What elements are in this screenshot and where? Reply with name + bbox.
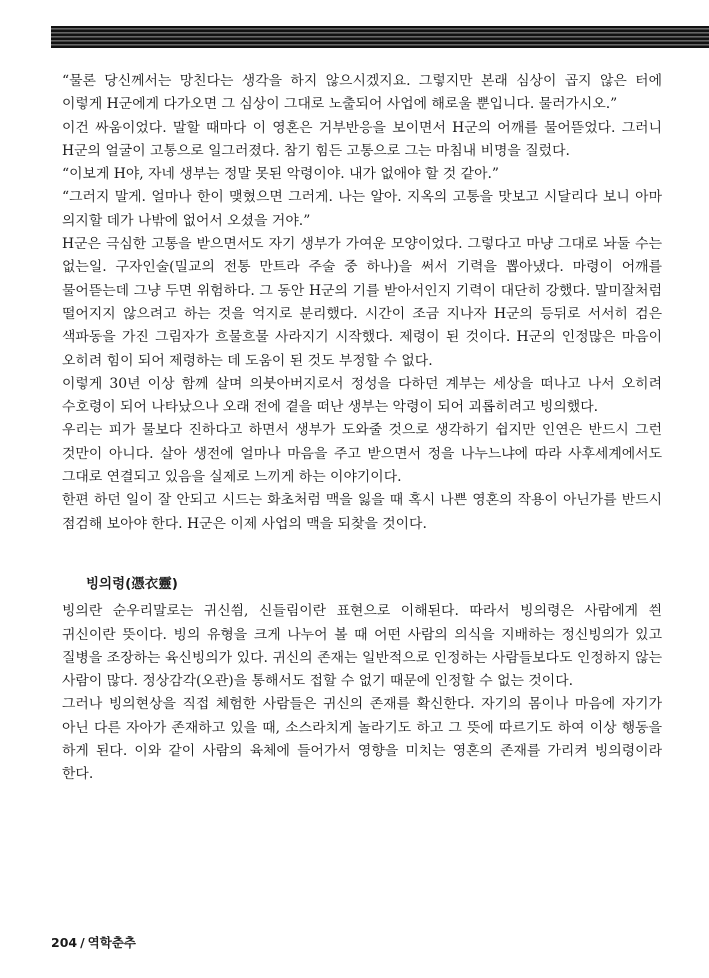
section-spacer	[62, 536, 662, 573]
paragraph: “물론 당신께서는 망친다는 생각을 하지 않으시겠지요. 그렇지만 본래 심상이 곱지 않은 터에 이렇게 H군에게 다가오면 그 심상이 그대로 노출되어 사업에 해로울 뿐입니다. 물러가시오.”	[62, 73, 662, 113]
header-rule	[51, 26, 709, 48]
paragraph: H군은 극심한 고통을 받으면서도 자기 생부가 가여운 모양이었다. 그렇다고 마냥 그대로 놔둘 수는 없는일. 구자인술(밀교의 전통 만트라 주술 중 하나)을 써서 기력을 뽑아냈다. 마령이 어깨를 물어뜯는데 그냥 두면 위험하다. 그 동안 H군의 기를 받아서인지 기력이 대단히 강했다. 말미잘처럼 떨어지지 않으려고 하는 것을 억지로 분리했다. 시간이 조금 지나자 H군의 등뒤로 서서히 검은 색파동을 가진 그림자가 흐물흐물 사라지기 시작했다. 제령이 된 것이다. H군의 인정많은 마음이 오히려 힘이 되어 제령하는 데 도움이 된 것도 부정할 수 없다.	[62, 236, 662, 369]
paragraph: “그러지 말게. 얼마나 한이 맺혔으면 그러게. 나는 알아. 지옥의 고통을 맛보고 시달리다 보니 아마 의지할 데가 나밖에 없어서 오셨을 거야.”	[62, 189, 662, 229]
paragraph: 이렇게 30년 이상 함께 살며 의붓아버지로서 정성을 다하던 계부는 세상을 떠나고 나서 오히려 수호령이 되어 나타났으나 오래 전에 곁을 떠난 생부는 악령이 되어 괴롭히려고 빙의했다.	[62, 375, 662, 416]
paragraph: 우리는 피가 물보다 진하다고 하면서 생부가 도와줄 것으로 생각하기 쉽지만 인연은 반드시 그런 것만이 아니다. 살아 생전에 얼마나 마음을 주고 받으면서 정을 나누느냐에 따라 사후세계에서도 그대로 연결되고 있음을 실제로 느끼게 하는 이야기이다.	[62, 422, 662, 486]
paragraph: 빙의란 순우리말로는 귀신씜, 신들림이란 표현으로 이해된다. 따라서 빙의령은 사람에게 씐 귀신이란 뜻이다. 빙의 유형을 크게 나누어 볼 때 어떤 사람의 의식을 지배하는 정신빙의가 있고 질병을 조장하는 육신빙의가 있다. 귀신의 존재는 일반적으로 인정하는 사람들보다도 인정하지 않는 사람이 많다. 정상감각(오관)을 통해서도 접할 수 없기 때문에 인정할 수 없는 것이다.	[62, 603, 662, 690]
paragraph: 그러나 빙의현상을 직접 체험한 사람들은 귀신의 존재를 확신한다. 자기의 몸이나 마음에 자기가 아닌 다른 자아가 존재하고 있을 때, 소스라치게 놀라기도 하고 그 뜻에 따르기도 하여 이상 행동을 하게 된다. 이와 같이 사람의 육체에 들어가서 영향을 미치는 영혼의 존재를 가리켜 빙의령이라 한다.	[62, 696, 662, 783]
article-body	[62, 70, 662, 787]
paragraph: “이보게 H야, 자네 생부는 정말 못된 악령이야. 내가 없애야 할 것 같아.”	[62, 166, 500, 183]
footer-separator: /	[80, 935, 85, 950]
page-footer	[51, 933, 136, 951]
publication-title: 역학춘추	[87, 935, 136, 950]
paragraph: 한편 하던 일이 잘 안되고 시드는 화초처럼 맥을 잃을 때 혹시 나쁜 영혼의 작용이 아닌가를 반드시 점검해 보아야 한다. H군은 이제 사업의 맥을 되찾을 것이다.	[62, 492, 662, 532]
paragraph: 이건 싸움이었다. 말할 때마다 이 영혼은 거부반응을 보이면서 H군의 어깨를 물어뜯었다. 그러니 H군의 얼굴이 고통으로 일그러졌다. 참기 힘든 고통으로 그는 마침내 비명을 질렀다.	[62, 119, 662, 159]
page-number: 204	[51, 935, 78, 950]
section-heading: 빙의령(憑衣靈)	[86, 575, 178, 592]
